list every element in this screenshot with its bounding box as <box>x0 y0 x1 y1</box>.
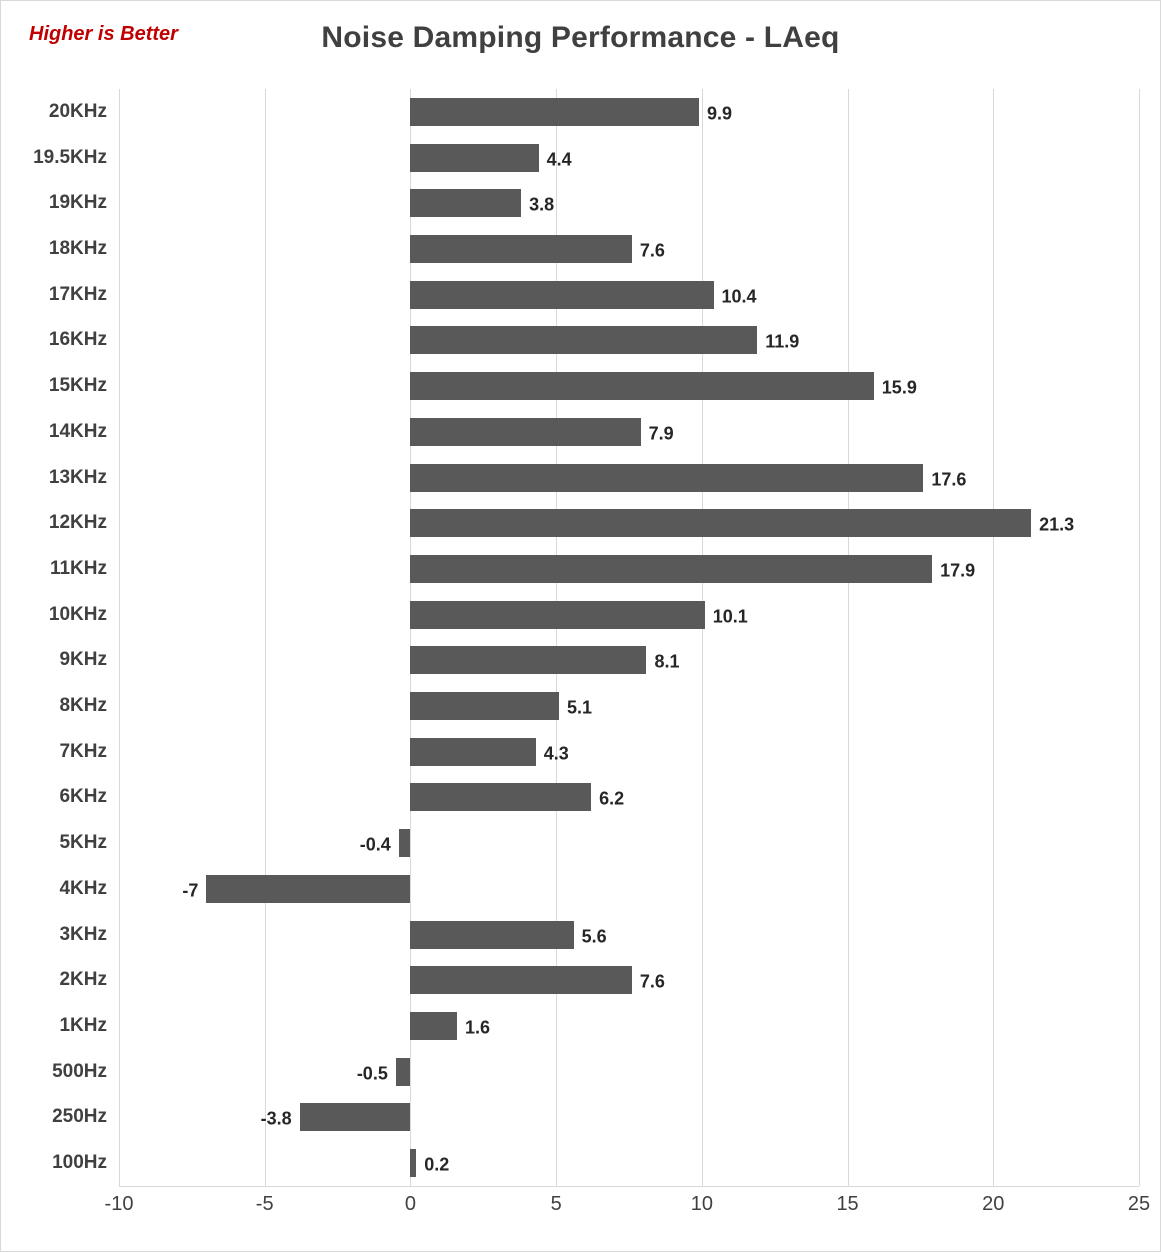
bar-value-label: 7.9 <box>648 423 674 444</box>
y-axis-category-label: 7KHz <box>59 740 107 762</box>
bar <box>410 235 631 263</box>
y-axis-category-label: 250Hz <box>52 1106 107 1128</box>
bar-value-label: 17.6 <box>931 469 967 490</box>
higher-is-better-annotation: Higher is Better <box>29 23 178 45</box>
y-axis-category-label: 20KHz <box>48 100 107 122</box>
bar <box>410 509 1031 537</box>
y-axis-category-label: 11KHz <box>49 557 107 579</box>
y-axis-category-label: 10KHz <box>48 603 107 625</box>
y-axis-category-label: 6KHz <box>59 786 107 808</box>
y-axis-category-label: 5KHz <box>59 832 107 854</box>
bar <box>410 144 538 172</box>
gridline <box>702 89 703 1186</box>
bar-value-label: 11.9 <box>765 331 800 352</box>
x-axis-tick-label: 5 <box>550 1193 562 1215</box>
bar <box>206 875 410 903</box>
y-axis-category-label: 19KHz <box>48 192 107 214</box>
bar <box>410 966 631 994</box>
bar-value-label: 7.6 <box>639 240 665 261</box>
bar-value-label: 6.2 <box>599 788 625 809</box>
bar <box>410 418 640 446</box>
bar <box>410 738 535 766</box>
x-axis-tick-label: 20 <box>982 1193 1005 1215</box>
bar <box>410 98 699 126</box>
bar-value-label: -7 <box>182 880 199 901</box>
y-axis-category-label: 19.5KHz <box>33 146 107 168</box>
y-axis-category-label: 17KHz <box>48 283 107 305</box>
x-axis-line <box>119 1186 1139 1187</box>
y-axis-category-label: 14KHz <box>48 420 107 442</box>
plot-area <box>119 89 1139 1186</box>
y-axis-category-label: 500Hz <box>52 1060 107 1082</box>
bar <box>410 372 873 400</box>
y-axis-category-label: 4KHz <box>59 877 107 899</box>
bar-value-label: 15.9 <box>881 377 917 398</box>
chart-title: Noise Damping Performance - LAeq <box>321 21 840 54</box>
x-axis-tick-label: 25 <box>1127 1193 1151 1215</box>
bar-value-label: 10.4 <box>721 286 757 307</box>
bar <box>399 829 411 857</box>
y-axis-category-label: 2KHz <box>59 969 107 991</box>
bar <box>300 1103 411 1131</box>
y-axis-category-label: 100Hz <box>52 1152 107 1174</box>
bar-value-label: 3.8 <box>529 194 555 215</box>
y-axis-category-label: 8KHz <box>59 695 107 717</box>
bar-value-label: 4.3 <box>543 743 569 764</box>
bar-value-label: 4.4 <box>546 149 572 170</box>
bar <box>410 555 932 583</box>
x-axis-tick-label: 0 <box>404 1193 416 1215</box>
bar <box>410 189 521 217</box>
gridline <box>993 89 994 1186</box>
bar <box>410 921 573 949</box>
bar-value-label: 7.6 <box>639 971 665 992</box>
bar-value-label: 5.6 <box>581 926 607 947</box>
bar-value-label: 9.9 <box>706 103 732 124</box>
x-axis-tick-label: -5 <box>255 1193 274 1215</box>
bar-value-label: -0.5 <box>356 1063 388 1084</box>
bar <box>396 1058 411 1086</box>
bar-value-label: -3.8 <box>260 1108 292 1129</box>
bar <box>410 783 591 811</box>
y-axis-category-label: 16KHz <box>48 329 107 351</box>
y-axis-category-label: 1KHz <box>59 1015 107 1037</box>
bar <box>410 326 757 354</box>
bar-value-label: 1.6 <box>465 1017 491 1038</box>
bar <box>410 281 713 309</box>
bar <box>410 646 646 674</box>
bar <box>410 601 704 629</box>
y-axis-category-label: 9KHz <box>59 649 107 671</box>
bar <box>410 464 923 492</box>
bar <box>410 692 559 720</box>
x-axis-tick-label: 10 <box>690 1193 713 1215</box>
bar-value-label: 17.9 <box>940 560 976 581</box>
bar-value-label: 0.2 <box>424 1154 450 1175</box>
bar <box>410 1012 457 1040</box>
y-axis-category-label: 15KHz <box>48 375 107 397</box>
bar-value-label: 10.1 <box>712 606 748 627</box>
x-axis-tick-label: 15 <box>836 1193 859 1215</box>
y-axis-category-label: 12KHz <box>48 512 107 534</box>
gridline <box>119 89 120 1186</box>
gridline <box>1139 89 1140 1186</box>
bar-value-label: 8.1 <box>654 651 680 672</box>
bar-value-label: -0.4 <box>359 834 391 855</box>
y-axis-category-label: 18KHz <box>48 237 107 259</box>
bar <box>410 1149 416 1177</box>
gridline <box>848 89 849 1186</box>
bar-value-label: 5.1 <box>567 697 593 718</box>
y-axis-category-label: 13KHz <box>48 466 107 488</box>
y-axis-category-label: 3KHz <box>59 923 107 945</box>
gridline <box>265 89 266 1186</box>
bar-value-label: 21.3 <box>1039 514 1075 535</box>
x-axis-tick-label: -10 <box>104 1193 134 1215</box>
